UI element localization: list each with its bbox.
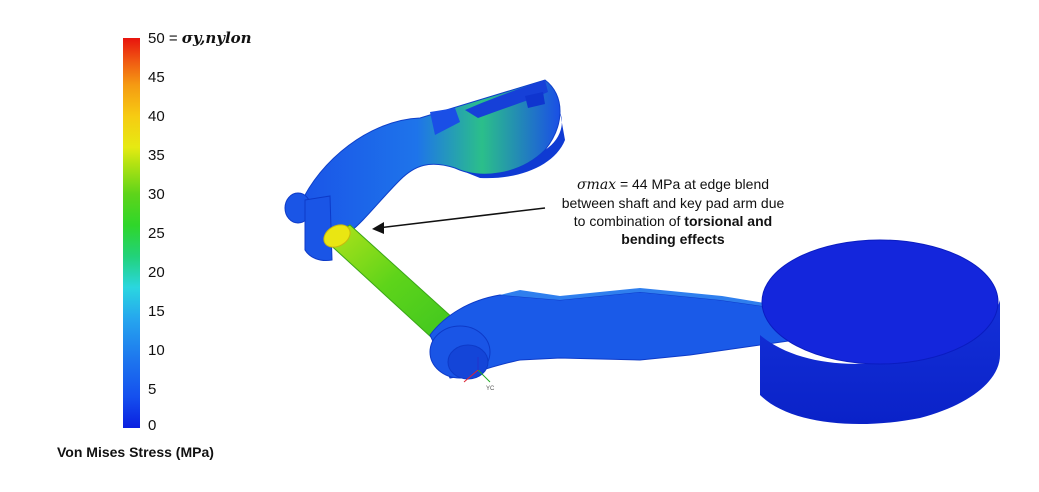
legend-max-label: 50 = σy,nylon [148, 29, 252, 47]
legend-tick: 5 [148, 381, 157, 398]
legend-tick: 30 [148, 186, 165, 203]
callout-arrow [372, 208, 545, 234]
legend-tick: 10 [148, 342, 165, 359]
legend-tick: 15 [148, 303, 165, 320]
legend-tick: 35 [148, 147, 165, 164]
triad-label: YC [486, 386, 495, 392]
legend-tick: 40 [148, 108, 165, 125]
max-stress-annotation: σmax = 44 MPa at edge blend between shaft and key pad arm due to combination of torsional and bending effects [561, 176, 785, 247]
legend-tick: 25 [148, 225, 165, 242]
key-pad [760, 240, 1000, 424]
legend-title: Von Mises Stress (MPa) [57, 444, 214, 460]
legend-tick: 45 [148, 69, 165, 86]
yield-strength-symbol: σy,nylon [181, 29, 252, 47]
shaft [320, 220, 455, 338]
legend-tick: 0 [148, 417, 157, 434]
left-pivot [285, 193, 332, 261]
sigma-max-symbol: σmax [576, 177, 617, 193]
legend-tick: 20 [148, 264, 165, 281]
upper-arm [300, 80, 565, 240]
